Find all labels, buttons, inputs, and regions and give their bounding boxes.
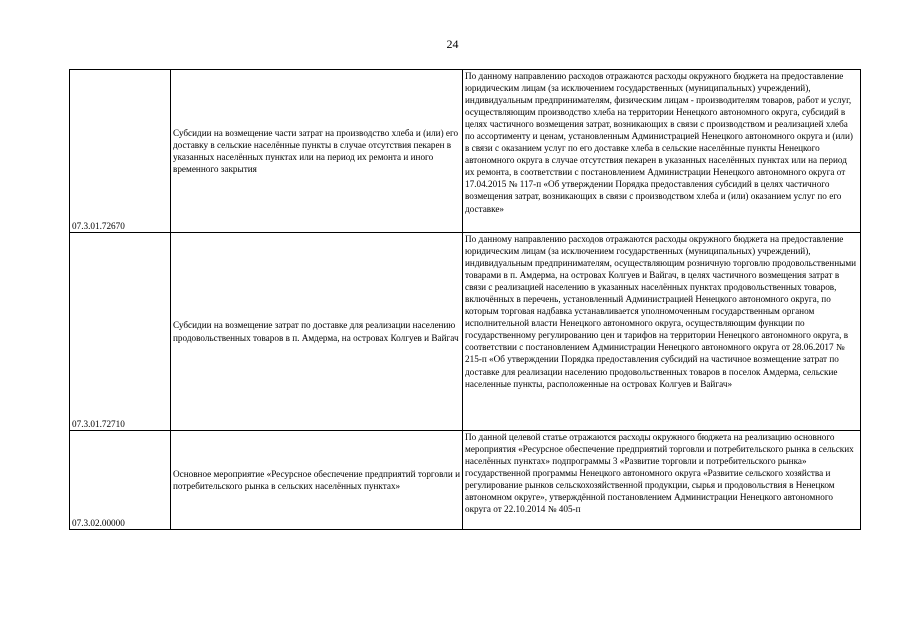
target-article-name [171,431,463,530]
name-text: Субсидии на возмещение части затрат на производство хлеба и (или) его доставку в сельские населённые пункты в случае отсутствия пекарен в указанных населённых пунктах или на период их ремонта и иного временного закрытия [173,127,459,175]
page-number: 24 [446,37,459,51]
description-text: По данному направлению расходов отражаются расходы окружного бюджета на предоставление юридическим лицам (за исключением государственных (муниципальных) учреждений), индивидуальным предпринимателям, физическим лицам - производителям товаров, работ и услуг, осуществляющим производство хлеба на территории Ненецкого автономного округа, субсидий в целях частичного возмещения затрат, возникающих в связи с производством и реализацией хлеба по ассортименту и ценам, установленным Администрацией Ненецкого автономного округа и (или) в связи с оказанием услуг по его доставке хлеба в сельские населённые пункты Ненецкого автономного округа в случае отсутствия пекарен в указанных населённых пунктах или на период их ремонта, в соответствии с постановлением Администрации Ненецкого автономного округа от 17.04.2015 № 117-п «Об утверждении Порядка предоставления субсидий в целях частичного возмещения затрат, возникающих в связи с производством хлеба и (или) оказанием услуг по его доставке» [465,71,853,214]
table-row [70,431,861,530]
name-text: Основное мероприятие «Ресурсное обеспечение предприятий торговли и потребительского рынка в сельских населённых пунктах» [173,468,460,491]
code-text: 07.3.01.72710 [72,418,125,429]
table-row [70,70,861,233]
target-article-code [70,431,171,530]
description-text: По данному направлению расходов отражаются расходы окружного бюджета на предоставление юридическим лицам (за исключением государственных (муниципальных) учреждений), индивидуальным предпринимателям, осуществляющим розничную торговлю продовольственными товарами в п. Амдерма, на островах Колгуев и Вайгач, в целях частичного возмещения затрат в связи с реализацией населению в указанных населённых пунктах продовольственных товаров, включённых в перечень, установленный Администрацией Ненецкого автономного округа, по которым торговая надбавка устанавливается уполномоченным государственным органом исполнительной власти Ненецкого автономного округа, осуществляющим функции по государственному регулированию цен и тарифов на территории Ненецкого автономного округа, в соответствии с постановлением Администрации Ненецкого автономного округа от 28.06.2017 № 215-п «Об утверждении Порядка предоставления субсидий на частичное возмещение затрат по доставке для реализации населению продовольственных товаров в поселок Амдерма, сельские населенные пункты, расположенные на островах Колгуев и Вайгач» [465,234,857,389]
target-article-description [463,431,861,530]
target-article-name [171,70,463,233]
budget-classification-table [69,69,861,530]
name-text: Субсидии на возмещение затрат по доставке для реализации населению продовольственных товаров в п. Амдерма, на островах Колгуев и Вайгач [173,320,459,343]
target-article-description [463,70,861,233]
target-article-description [463,233,861,431]
target-article-name [171,233,463,431]
table-row [70,233,861,431]
target-article-code [70,233,171,431]
code-text: 07.3.02.00000 [72,517,125,528]
code-text: 07.3.01.72670 [72,220,125,231]
description-text: По данной целевой статье отражаются расходы окружного бюджета на реализацию основного мероприятия «Ресурсное обеспечение предприятий торговли и потребительского рынка в сельских населённых пунктах» подпрограммы 3 «Развитие торговли и потребительского рынка» государственной программы Ненецкого автономного округа «Развитие сельского хозяйства и регулирование рынков сельскохозяйственной продукции, сырья и продовольствия в Ненецком автономном округе», утверждённой постановлением Администрации Ненецкого автономного округа от 22.10.2014 № 405-п [465,432,854,515]
target-article-code [70,70,171,233]
